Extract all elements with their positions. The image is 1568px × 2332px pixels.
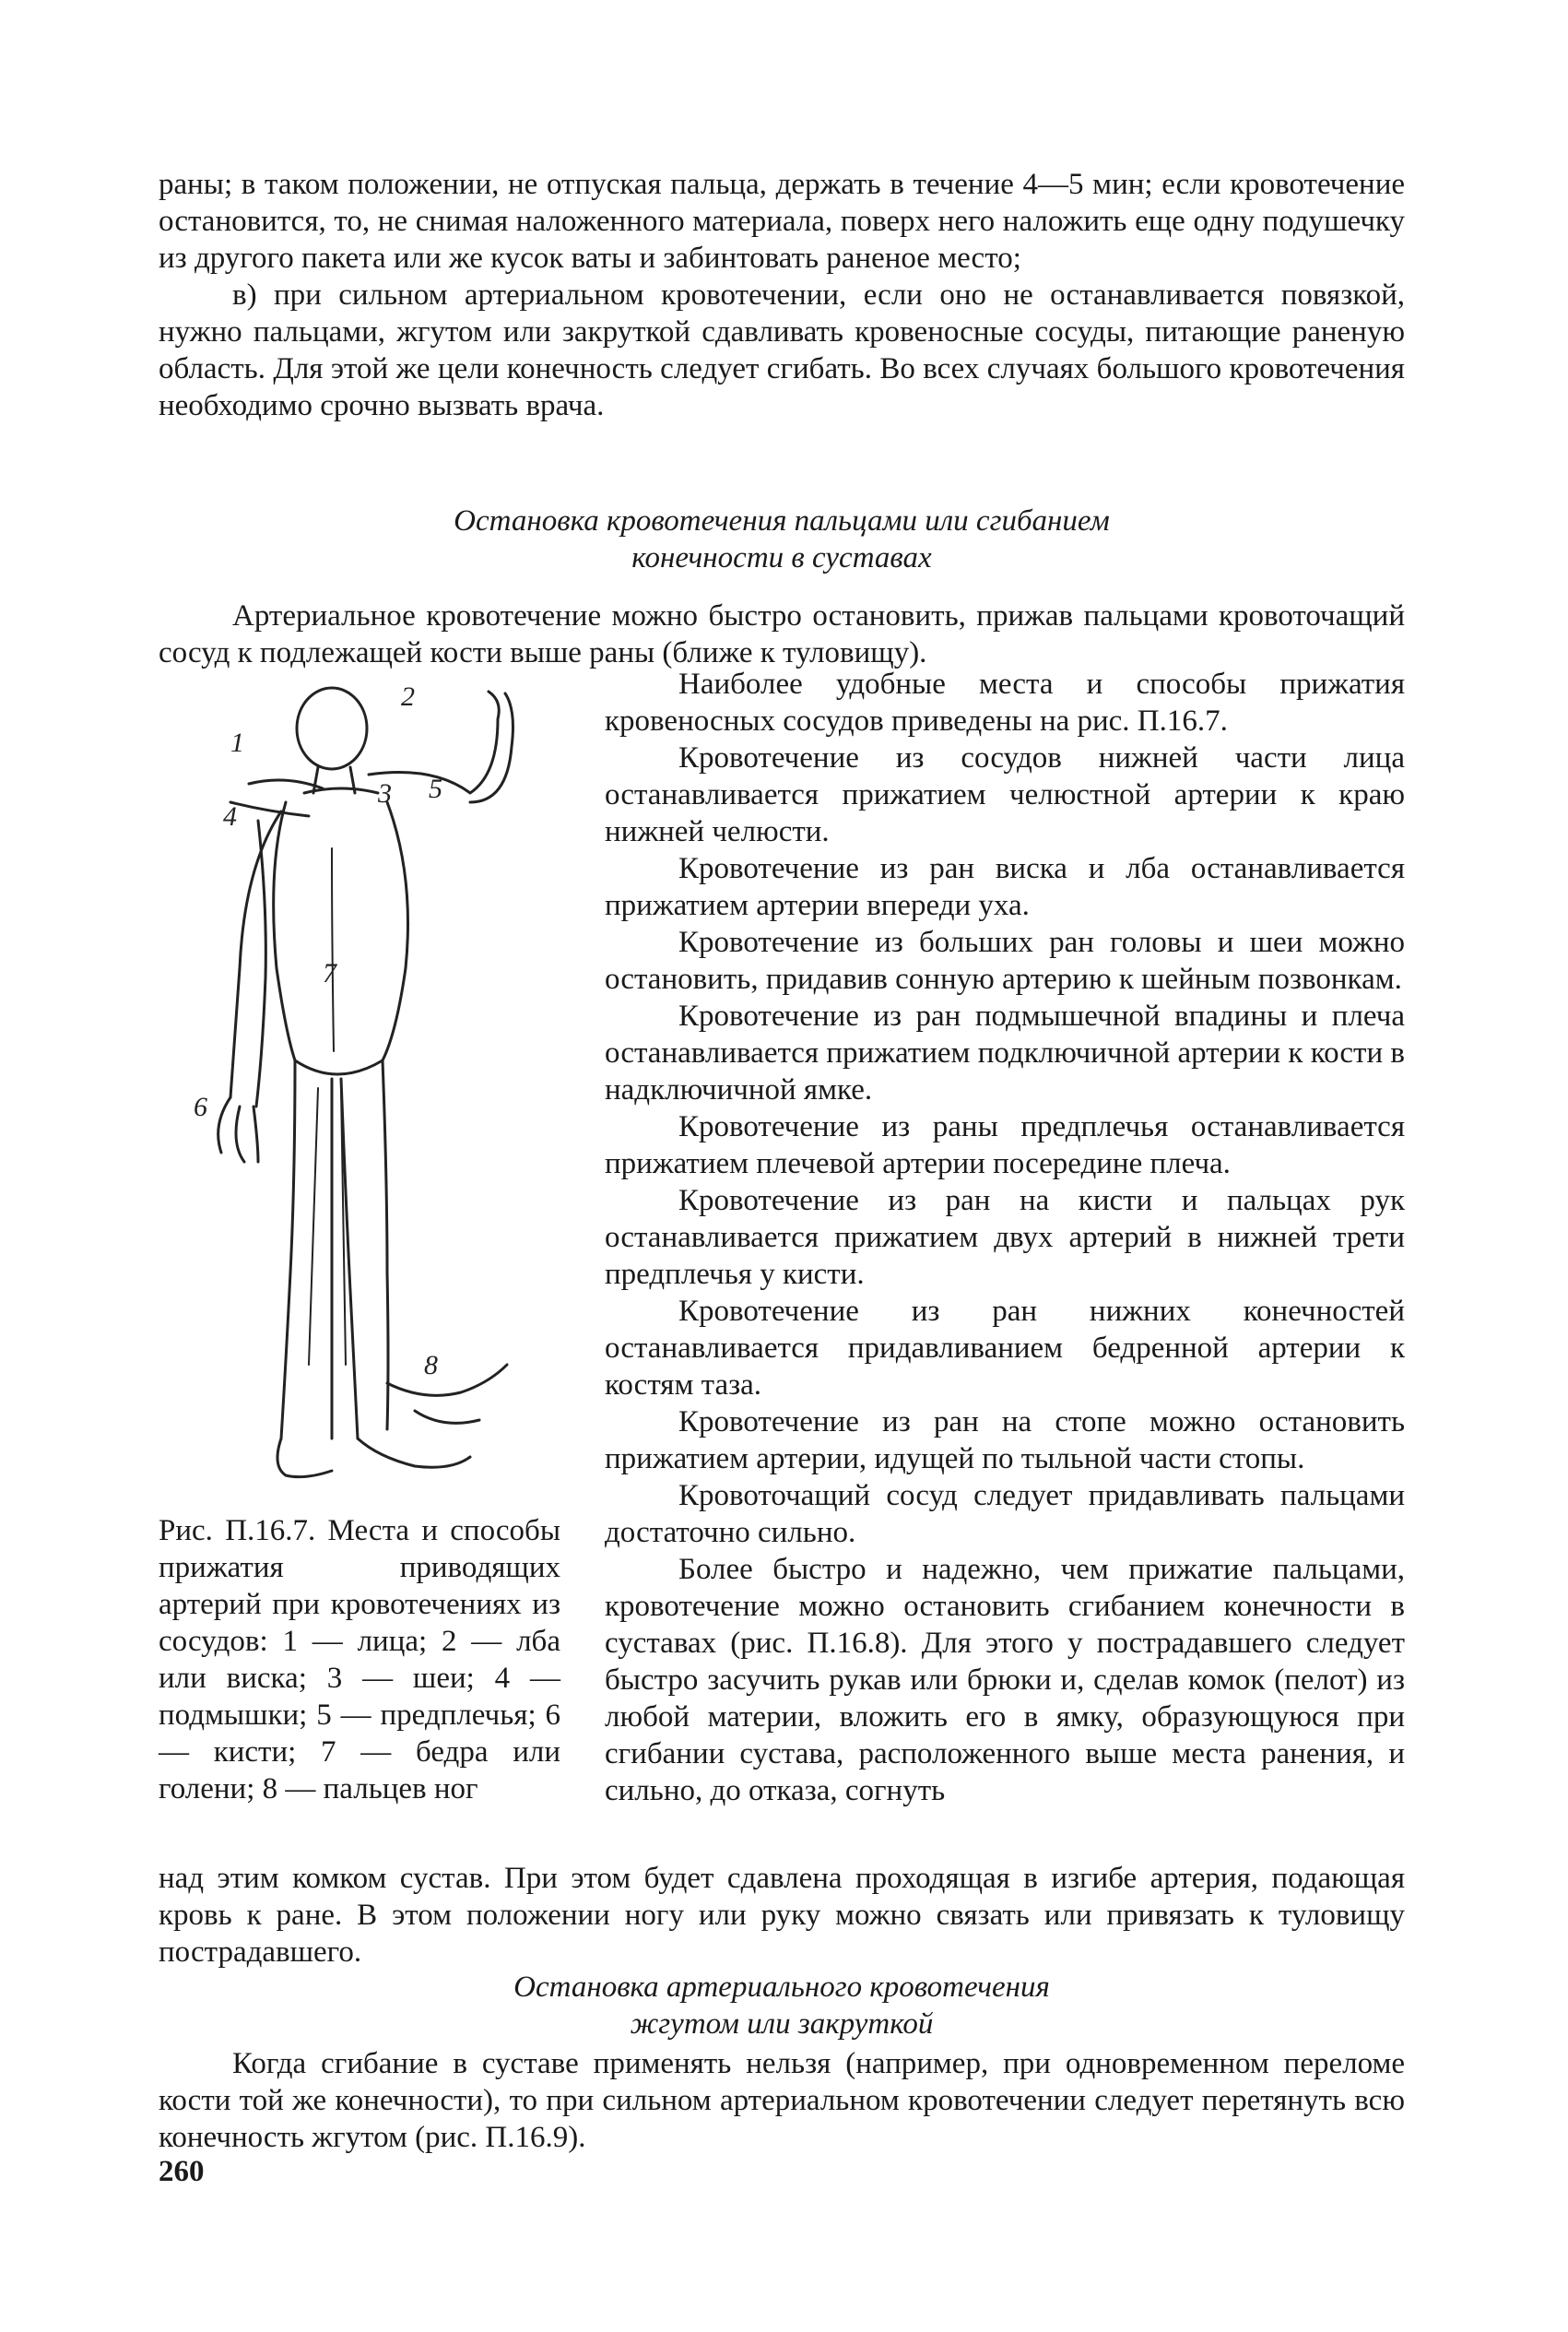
paragraph-hand-fingers: Кровотечение из ран на кисти и пальцах рук останавливается прижатием двух артерий в нижней трети предплечья у кисти. (605, 1184, 1405, 1291)
paragraph-head-neck: Кровотечение из больших ран головы и шеи можно остановить, придавив сонную артерию к шейным позвонкам. (605, 926, 1405, 996)
figure-caption-text: Рис. П.16.7. Места и способы прижатия приводящих артерий при кровотечениях из сосудов: 1 — лица; 2 — лба или виска; 3 — шеи; 4 — подмышки; 5 — предплечья; 6 — кисти; 7 — бедра или голени; 8 — пальцев ног (159, 1514, 560, 1805)
figure-caption (159, 1512, 560, 1807)
paragraph-severe-bleeding: в) при сильном артериальном кровотечении, если оно не останавливается повязкой, нужно пальцами, жгутом или закруткой сдавливать кровеносные сосуды, питающие раненую область. Для этой же цели конечность следует сгибать. Во всех случаях большого кровотечения необходимо срочно вызвать врача. (159, 278, 1405, 422)
paragraph-press-firmly: Кровоточащий сосуд следует придавливать пальцами достаточно сильно. (605, 1479, 1405, 1549)
paragraph-flexion-end: над этим комком сустав. При этом будет сдавлена проходящая в изгибе артерия, подающая кровь к ране. В этом положении ногу или руку можно связать или привязать к туловищу пострадавшего. (159, 1862, 1405, 1969)
heading-line-2: конечности в суставах (631, 541, 932, 574)
paragraph-convenient-places: Наиболее удобные места и способы прижатия кровеносных сосудов приведены на рис. П.16.7. (605, 668, 1405, 738)
tourniquet-text (159, 2045, 1405, 2156)
paragraph-flexion-start: Более быстро и надежно, чем прижатие пальцами, кровотечение можно остановить сгибанием конечности в суставах (рис. П.16.8). Для этого у пострадавшего следует быстро засучить рукав или брюки и, сделав комок (пелот) из любой материи, вложить его в ямку, образующуюся при сгибании сустава, расположенного выше места ранения, и сильно, до отказа, согнуть (605, 1553, 1405, 1807)
page-number: 260 (159, 2155, 205, 2188)
section-heading-fingers (159, 503, 1405, 576)
figure-pressure-points (194, 664, 562, 1512)
figure-label-7: 7 (323, 958, 336, 988)
heading-line-1: Остановка кровотечения пальцами или сгибанием (454, 504, 1110, 538)
right-column (605, 666, 1405, 1809)
paragraph-temple-forehead: Кровотечение из ран виска и лба останавливается прижатием артерии впереди уха. (605, 852, 1405, 922)
paragraph-foot: Кровотечение из ран на стопе можно остановить прижатием артерии, идущей по тыльной части стопы. (605, 1405, 1405, 1475)
figure-label-6: 6 (194, 1092, 207, 1122)
paragraph-intro: Артериальное кровотечение можно быстро остановить, прижав пальцами кровоточащий сосуд к подлежащей кости выше раны (ближе к туловищу). (159, 599, 1405, 669)
paragraph-forearm: Кровотечение из раны предплечья останавливается прижатием плечевой артерии посередине плеча. (605, 1110, 1405, 1180)
figure-label-1: 1 (230, 728, 244, 758)
figure-illustration (194, 664, 562, 1512)
figure-label-8: 8 (424, 1350, 438, 1380)
flexion-continuation (159, 1860, 1405, 1971)
top-text (159, 166, 1405, 424)
section-heading-tourniquet (159, 1969, 1405, 2042)
paragraph-tourniquet: Когда сгибание в суставе применять нельзя (например, при одновременном переломе кости той же конечности), то при сильном артериальном кровотечении следует перетянуть всю конечность жгутом (рис. П.16.9). (159, 2047, 1405, 2154)
paragraph-continuation: раны; в таком положении, не отпуская пальца, держать в течение 4—5 мин; если кровотечение остановится, то, не снимая наложенного материала, поверх него наложить еще одну подушечку из другого пакета или же кусок ваты и забинтовать раненое место; (159, 168, 1405, 275)
paragraph-lower-limbs: Кровотечение из ран нижних конечностей останавливается придавливанием бедренной артерии к костям таза. (605, 1295, 1405, 1402)
heading-2-line-2: жгутом или закруткой (630, 2007, 934, 2041)
paragraph-lower-face: Кровотечение из сосудов нижней части лица останавливается прижатием челюстной артерии к краю нижней челюсти. (605, 741, 1405, 848)
heading-2-line-1: Остановка артериального кровотечения (513, 1971, 1050, 2004)
intro-text (159, 598, 1405, 671)
figure-label-5: 5 (429, 774, 442, 804)
paragraph-armpit-shoulder: Кровотечение из ран подмышечной впадины и плеча останавливается прижатием подключичной артерии к кости в надключичной ямке. (605, 1000, 1405, 1107)
figure-label-2: 2 (401, 681, 415, 712)
figure-label-3: 3 (378, 778, 392, 809)
figure-label-4: 4 (223, 801, 237, 832)
